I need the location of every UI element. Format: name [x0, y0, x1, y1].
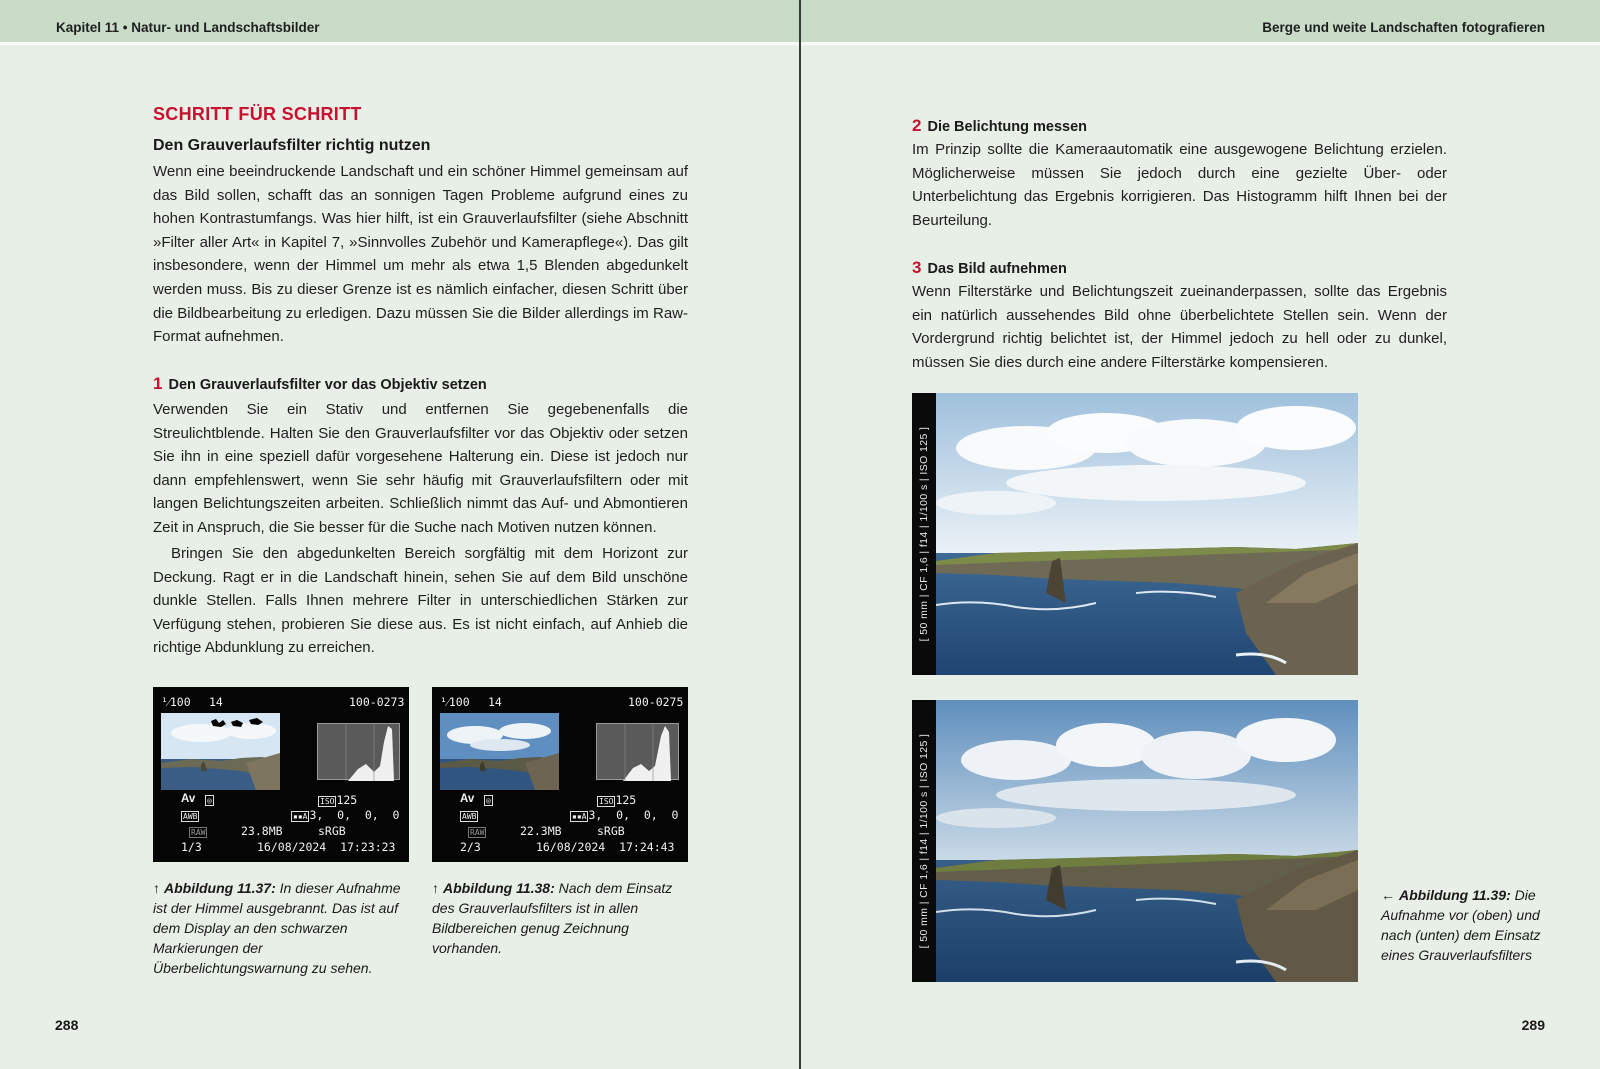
step-2-heading: [912, 116, 1087, 136]
raw-icon: RAW: [470, 828, 485, 837]
file-size: 23.8MB: [241, 824, 283, 838]
histogram: [596, 723, 679, 780]
white-balance-icon: AWB: [183, 812, 198, 821]
capture-datetime: 16/08/2024 17:24:43: [536, 840, 675, 854]
landscape-photo-before: [936, 393, 1358, 675]
arrow-up-icon: ↑: [153, 880, 160, 896]
metering-icon: ◎: [486, 796, 491, 805]
file-size: 22.3MB: [520, 824, 562, 838]
exif-label-1: [ 50 mm | CF 1,6 | f14 | 1/100 s | ISO 125 ]: [918, 426, 930, 642]
figure-caption-11-37: [153, 878, 411, 978]
running-head-right-text: Berge und weite Landschaften fotografieren: [1262, 20, 1545, 35]
color-space: sRGB: [597, 824, 625, 838]
section-label: SCHRITT FÜR SCHRITT: [153, 104, 362, 124]
file-number: 100-0275: [628, 695, 684, 709]
camera-display-2: [432, 687, 688, 862]
white-balance-icon: AWB: [462, 812, 477, 821]
shutter-value: ¹⁄100: [440, 695, 470, 709]
step-1-heading: [153, 374, 487, 394]
caption-text: In dieser Aufnahme ist der Himmel ausgebrannt. Das ist auf dem Display an den schwarzen Markierungen der Überbelichtungswarnung zu sehen.: [153, 880, 401, 976]
preview-thumbnail: [440, 713, 559, 790]
shooting-mode: Av: [181, 793, 196, 805]
picture-style: ▪▪A 3, 0, 0, 0: [572, 808, 679, 822]
step-1-number: 1: [153, 374, 163, 393]
preview-thumbnail: [161, 713, 280, 790]
shooting-mode: Av: [460, 793, 475, 805]
step-2-paragraph: Im Prinzip sollte die Kameraautomatik eine ausgewogene Belichtung erzielen. Möglicherweise müssen Sie jedoch durch eine gezielte Über- oder Unterbelichtung das Ergebnis korrigieren. Das Histogramm hilft Ihnen bei der Beurteilung.: [912, 141, 1447, 229]
arrow-up-icon: ↑: [432, 880, 439, 896]
aperture-value: 14: [209, 695, 223, 709]
figure-caption-11-38: [432, 878, 692, 958]
camera-display-1: [153, 687, 409, 862]
running-head-left-text: Kapitel 11 • Natur- und Landschaftsbilder: [56, 20, 320, 35]
iso-value: 125: [336, 793, 358, 807]
histogram: [317, 723, 400, 780]
caption-text: Die Aufnahme vor (oben) und nach (unten) dem Einsatz eines Grauverlaufsfilters: [1381, 887, 1541, 963]
caption-label: Abbildung 11.37:: [164, 880, 276, 896]
step-2-number: 2: [912, 116, 922, 135]
page-number-left: 288: [55, 1017, 79, 1033]
metering-icon: ◎: [207, 796, 212, 805]
section-subtitle: Den Grauverlaufsfilter richtig nutzen: [153, 137, 431, 154]
figure-caption-11-39: [1381, 885, 1551, 965]
picture-style-values: 3, 0, 0, 0: [309, 808, 400, 822]
caption-label: Abbildung 11.38:: [443, 880, 555, 896]
step-3-title: Das Bild aufnehmen: [927, 261, 1067, 277]
landscape-photo-after: [936, 700, 1358, 982]
raw-icon: RAW: [191, 828, 206, 837]
step-1-title: Den Grauverlaufsfilter vor das Objektiv setzen: [168, 377, 487, 393]
step-1-paragraph-2: Bringen Sie den abgedunkelten Bereich sorgfältig mit dem Horizont zur Deckung. Ragt er in die Landschaft hinein, sehen Sie auf dem Bild unschöne dunkle Stellen. Falls Ihnen mehrere Filter in unterschiedlichen Stärken zur Verfügung stehen, probieren Sie diese aus. Es ist nicht einfach, auf Anhieb die richtige Abdunklung zu erreichen.: [153, 545, 688, 657]
intro-paragraph: Wenn eine beeindruckende Landschaft und ein schöner Himmel gemeinsam auf das Bild sollen, schafft das an sonnigen Tagen Probleme aufgrund eines zu hohen Kontrastumfangs. Was hier hilft, ist ein Grauverlaufsfilter (siehe Abschnitt »Filter aller Art« in Kapitel 7, »Sinnvolles Zubehör und Kamerapflege«). Das gilt insbesondere, wenn der Himmel um mehr als etwa 1,5 Blenden abgedunkelt werden muss. Bis zu dieser Grenze ist es nämlich einfacher, diesen Schritt über die Bildbearbeitung zu erledigen. Dazu müssen Sie die Bilder allerdings im Raw-Format aufnehmen.: [153, 163, 688, 346]
exif-label-2: [ 50 mm | CF 1,6 | f14 | 1/100 s | ISO 125 ]: [918, 733, 930, 949]
arrow-left-icon: ←: [1381, 887, 1395, 903]
step-2-title: Die Belichtung messen: [927, 119, 1088, 135]
iso-value: 125: [615, 793, 637, 807]
shutter-value: ¹⁄100: [161, 695, 191, 709]
left-page: [0, 0, 799, 1069]
image-index: 1/3: [181, 840, 202, 854]
aperture-value: 14: [488, 695, 502, 709]
running-head-left: [0, 0, 799, 45]
step-3-heading: [912, 258, 1067, 278]
iso-readout: ISO 125: [320, 793, 358, 807]
step-3-number: 3: [912, 258, 922, 277]
running-head-right: [801, 0, 1600, 45]
file-number: 100-0273: [349, 695, 405, 709]
page-number-right: 289: [1521, 1017, 1545, 1033]
step-1-paragraph-1: Verwenden Sie ein Stativ und entfernen Sie gegebenenfalls die Streulichtblende. Halten Sie den Grauverlaufsfilter vor das Objektiv oder setzen Sie ihn in eine speziell dafür vorgesehene Halterung ein. Diese ist jedoch nur dann empfehlenswert, wenn Sie sehr häufig mit Grauverlaufsfiltern oder mit langen Belichtungszeiten arbeiten. Schließlich nimmt das Auf- und Abmontieren Zeit in Anspruch, die Sie besser für die Suche nach Motiven nutzen können.: [153, 401, 688, 536]
picture-style: ▪▪A 3, 0, 0, 0: [293, 808, 400, 822]
picture-style-values: 3, 0, 0, 0: [588, 808, 679, 822]
image-index: 2/3: [460, 840, 481, 854]
caption-label: Abbildung 11.39:: [1399, 887, 1511, 903]
capture-datetime: 16/08/2024 17:23:23: [257, 840, 396, 854]
iso-readout: ISO 125: [599, 793, 637, 807]
caption-text: Nach dem Einsatz des Grauverlaufsfilters ist in allen Bildbereichen genug Zeichnung vorhanden.: [432, 880, 673, 956]
step-3-paragraph: Wenn Filterstärke und Belichtungszeit zueinanderpassen, sollte das Ergebnis ein natürlich aussehendes Bild ohne überbelichtete Stellen sein. Wenn der Vordergrund richtig belichtet ist, der Himmel jedoch zu hell oder zu dunkel, müssen Sie dies durch eine andere Filterstärke kompensieren.: [912, 283, 1447, 371]
color-space: sRGB: [318, 824, 346, 838]
